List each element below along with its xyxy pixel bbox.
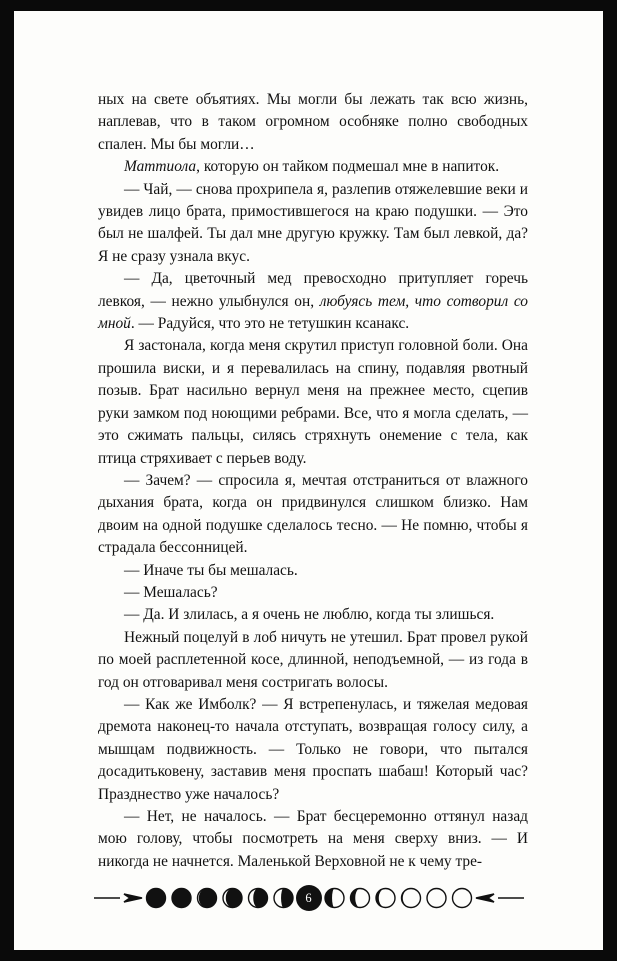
paragraph <box>98 694 528 806</box>
paragraph <box>98 470 528 560</box>
body-text: — Да. И злилась, а я очень не люблю, когда ты злишься. <box>124 606 495 624</box>
paragraph <box>98 89 528 156</box>
body-text: , которую он тайком подмешал мне в напиток. <box>196 158 500 176</box>
paragraph <box>98 335 528 469</box>
page-number: 6 <box>305 890 312 905</box>
paragraph <box>98 627 528 694</box>
emphasis-text: любуясь тем, что сотворил со мной <box>98 292 529 333</box>
paragraph <box>98 806 528 873</box>
paragraph <box>98 156 528 178</box>
body-text: — Как же Имболк? — Я встрепенулась, и тяжелая медовая дремота наконец-то начала отступать, возвращая голосу силу, а мышцам подвижность. — Только не говори, что пытался досадитьковену, заставив меня проспать шабаш! Который час? Празднество уже началось? <box>98 695 528 803</box>
body-text: — Мешалась? <box>124 583 218 601</box>
body-text: — Нет, не началось. — Брат бесцеремонно оттянул назад мою голову, чтобы посмотреть на меня сверху вниз. — И никогда не начнется. Маленькой Верховной не к чему тре- <box>98 808 528 870</box>
emphasis-text: Маттиола <box>124 158 197 176</box>
paragraph <box>98 268 528 335</box>
body-text: — Да, цветочный мед превосходно притупляет горечь левкоя, — нежно улыбнулся он, <box>98 270 528 310</box>
paragraph <box>98 582 528 604</box>
paragraph <box>98 604 528 626</box>
body-text: Нежный поцелуй в лоб ничуть не утешил. Брат провел рукой по моей расплетенной косе, длинной, неподъемной, — из года в год он отговаривал меня состригать волосы. <box>98 628 528 691</box>
body-text: — Иначе ты бы мешалась. <box>124 561 298 579</box>
body-text: — Зачем? — спросила я, мечтая отстраниться от влажного дыхания брата, когда он придвинулся слишком близко. Нам двоим на одной подушке сделалось тесно. — Не помню, чтобы я страдала бессонницей. <box>98 471 528 557</box>
body-text: Я застонала, когда меня скрутил приступ головной боли. Она прошила виски, и я перевалилась на спину, подавляя рвотный позыв. Брат насильно вернул меня на прежнее место, сцепив руки замком под ноющими ребрами. Все, что я могла сделать, — это сжимать пальцы, силясь стряхнуть онемение с тела, как птица стряхивает с перьев воду. <box>98 337 528 467</box>
paragraph <box>98 560 528 582</box>
body-text: — Чай, — снова прохрипела я, разлепив отяжелевшие веки и увидев лицо брата, примостившегося на краю подушки. — Это был не шалфей. Ты дал мне другую кружку. Там был левкой, да? Я не сразу узнала вкус. <box>98 180 528 265</box>
body-text: ных на свете объятиях. Мы могли бы лежать так всю жизнь, наплевав, что в таком огромном особняке полно свободных спален. Мы бы могли… <box>98 91 528 153</box>
book-page <box>14 11 603 950</box>
page-text-block <box>98 89 528 873</box>
body-text: . — Радуйся, что это не тетушкин ксанакс. <box>130 315 410 333</box>
paragraph <box>98 179 528 269</box>
